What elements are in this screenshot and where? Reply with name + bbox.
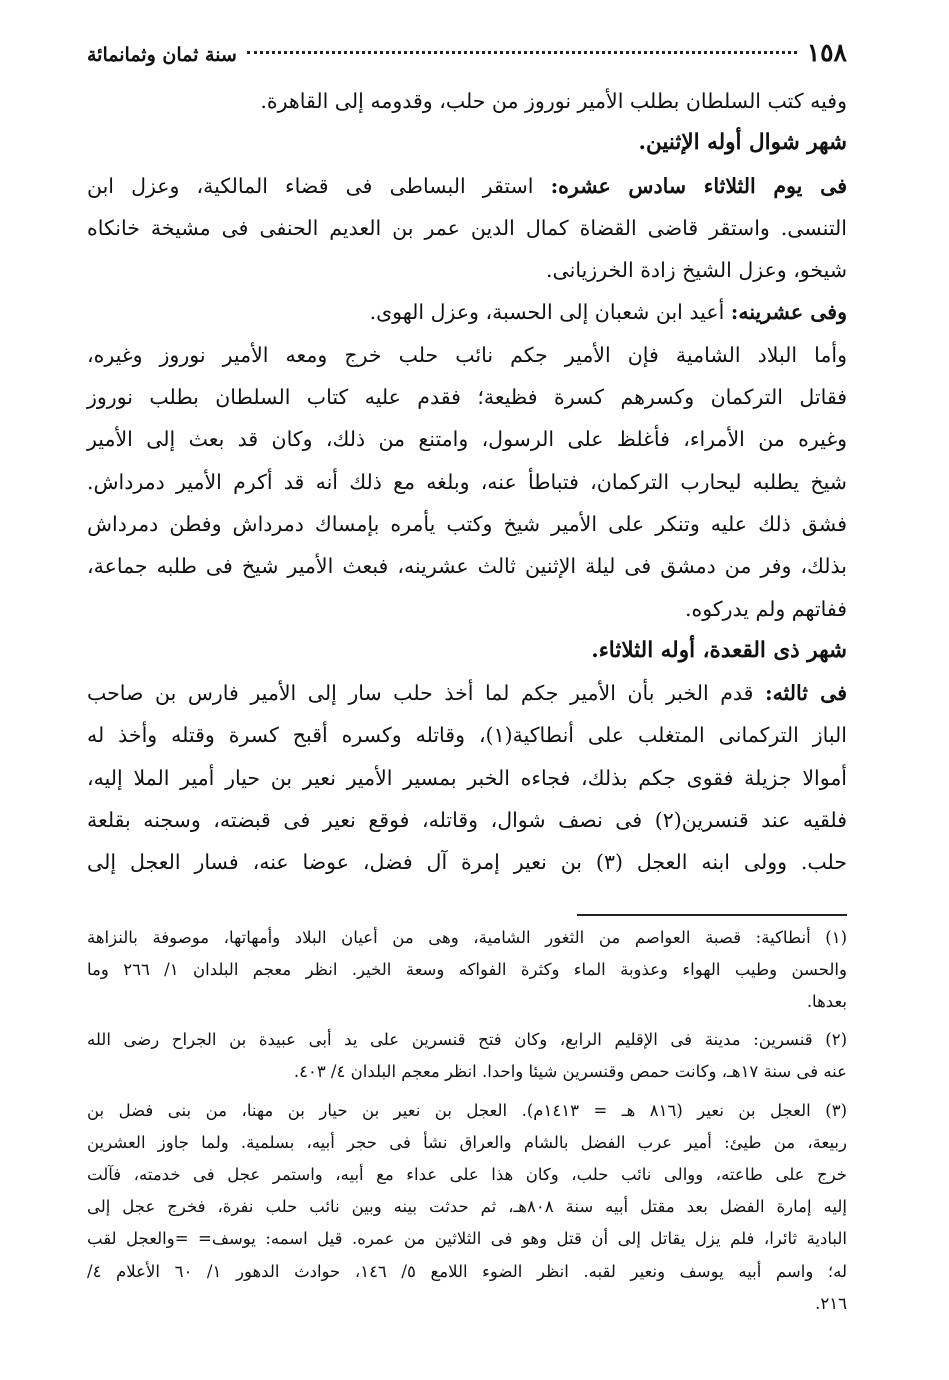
footnote-line: والحسن وطيب الهواء وعذوبة الماء وكثرة الفواكه وسعة الخير. انظر معجم البلدان ١/ ٢٦٦ وما xyxy=(87,959,847,979)
footnote-line: له؛ واسم أبيه يوسف ونعير لقبه. انظر الضوء اللامع ٥/ ١٤٦، حوادث الدهور ١/ ٦٠ الأعلام ٤/ xyxy=(87,1261,848,1281)
text-line: فشق ذلك عليه وتنكر على الأمير شيخ وكتب يأمره بإمساك دمرداش وفطن دمرداش xyxy=(87,511,847,536)
footnote-line: (٣) العجل بن نعير (٨١٦ هـ = ١٤١٣م). العجل بن نعير بن حيار بن مهنا، من بنى فضل بن xyxy=(87,1100,847,1120)
text-line: ففاتهم ولم يدركوه. xyxy=(684,596,847,621)
page-header xyxy=(87,38,847,78)
text-line xyxy=(87,291,847,333)
text-line: فلقيه عند قنسرين(٢) فى نصف شوال، وقاتله، فوقع نعير فى قبضته، وسجنه بقلعة xyxy=(87,808,847,833)
footnote-line: خرج على طاعته، ووالى نائب حلب، وكان هذا على عداء مع أبيه، واستمر عجل فى خدمته، فآلت xyxy=(87,1164,847,1184)
footnote-2 xyxy=(87,1024,847,1088)
text-line xyxy=(87,165,847,207)
footnotes xyxy=(87,922,847,1320)
text-line xyxy=(87,672,847,714)
footnote-3 xyxy=(87,1095,847,1320)
footnote-line: ٢١٦. xyxy=(815,1293,847,1313)
section-heading-shawwal: شهر شوال أوله الإثنين. xyxy=(638,130,847,156)
text-line: شيخ يطلبه ليحارب التركمان، فتباطأ عنه، وبلغه مع ذلك أنه قد أكرم الأمير دمرداش. xyxy=(87,469,847,494)
text-line-content: استقر البساطى فى قضاء المالكية، وعزل ابن xyxy=(87,173,551,198)
text-line: فقاتل التركمان وكسرهم كسرة فظيعة؛ فقدم عليه كتاب السلطان بطلب نوروز xyxy=(87,385,847,410)
footnote-line: ربيعة، من طيئ: أمير عرب الفضل بالشام والعراق نشأ فى حجر أبيه، بسلمية. ولما جاوز العشرين xyxy=(87,1132,847,1152)
footnote-1 xyxy=(87,922,847,1019)
footnote-line: عنه فى سنة ١٧هـ، وكانت حمص وقنسرين شيئا واحدا. انظر معجم البلدان ٤/ ٤٠٣. xyxy=(293,1062,847,1082)
main-text xyxy=(87,80,847,884)
footnote-line: (٢) قنسرين: مدينة فى الإقليم الرابع، وكان فتح قنسرين على يد أبى عبيدة بن الجراح رضى الله xyxy=(87,1030,847,1050)
footnote-line: (١) أنطاكية: قصبة العواصم من الثغور الشامية، وهى من أعيان البلاد وأمهاتها، موصوفة بالنزاهة xyxy=(87,927,847,947)
text-line: وفيه كتب السلطان بطلب الأمير نوروز من حلب، وقدومه إلى القاهرة. xyxy=(260,89,847,113)
date-lead: وفى عشرينه: xyxy=(730,300,847,325)
footnote-line: إليه إمارة الفضل بعد مقتل أبيه سنة ٨٠٨هـ، ثم حدثت بينه وبين نائب حلب نفرة، فخرج عجل إلى xyxy=(87,1197,847,1217)
running-title: سنة ثمان وثمانمائة xyxy=(87,44,237,66)
text-line: شيخو، وعزل الشيخ زادة الخرزيانى. xyxy=(546,258,847,283)
date-lead: فى يوم الثلاثاء سادس عشره: xyxy=(550,173,847,198)
text-line: وأما البلاد الشامية فإن الأمير جكم نائب حلب خرج ومعه الأمير نوروز وغيره، xyxy=(87,342,847,367)
text-line: التنسى. واستقر قاضى القضاة كمال الدين عمر بن العديم الحنفى فى مشيخة خانكاه xyxy=(87,215,847,240)
date-lead: فى ثالثه: xyxy=(765,681,847,706)
footnote-divider xyxy=(577,914,847,916)
text-line: وغيره من الأمراء، فأغلظ على الرسول، وامتنع من ذلك، وكان قد بعث إلى الأمير xyxy=(87,427,847,452)
section-heading-dhu-al-qada: شهر ذى القعدة، أوله الثلاثاء. xyxy=(591,637,847,663)
text-line-content: قدم الخبر بأن الأمير جكم لما أخذ حلب سار إلى الأمير فارس بن صاحب xyxy=(87,681,765,706)
text-line: الباز التركمانى المتغلب على أنطاكية(١)، وقاتله وكسره أقبح كسرة وقتله وأخذ له xyxy=(87,723,847,748)
text-line: حلب. وولى ابنه العجل (٣) بن نعير إمرة آل فضل، عوضا عنه، فسار العجل إلى xyxy=(87,850,848,875)
footnote-line: البادية ثائرا، فلم يزل يقاتل إلى أن قتل وهو فى الثلاثين من عمره. قيل اسمه: يوسف= =والعجل لقب xyxy=(87,1229,847,1249)
text-line: بذلك، وفر من دمشق فى ليلة الإثنين ثالث عشرينه، فبعث الأمير شيخ فى طلبه جماعة، xyxy=(87,554,847,579)
dotted-leader xyxy=(247,51,797,54)
text-line-content: أعيد ابن شعبان إلى الحسبة، وعزل الهوى. xyxy=(369,300,731,325)
page-number: ١٥٨ xyxy=(806,38,847,67)
footnote-line: بعدها. xyxy=(806,992,847,1012)
text-line: أموالا جزيلة فقوى جكم بذلك، فجاءه الخبر بمسير الأمير نعير بن حيار أمير الملا إليه، xyxy=(87,765,847,790)
